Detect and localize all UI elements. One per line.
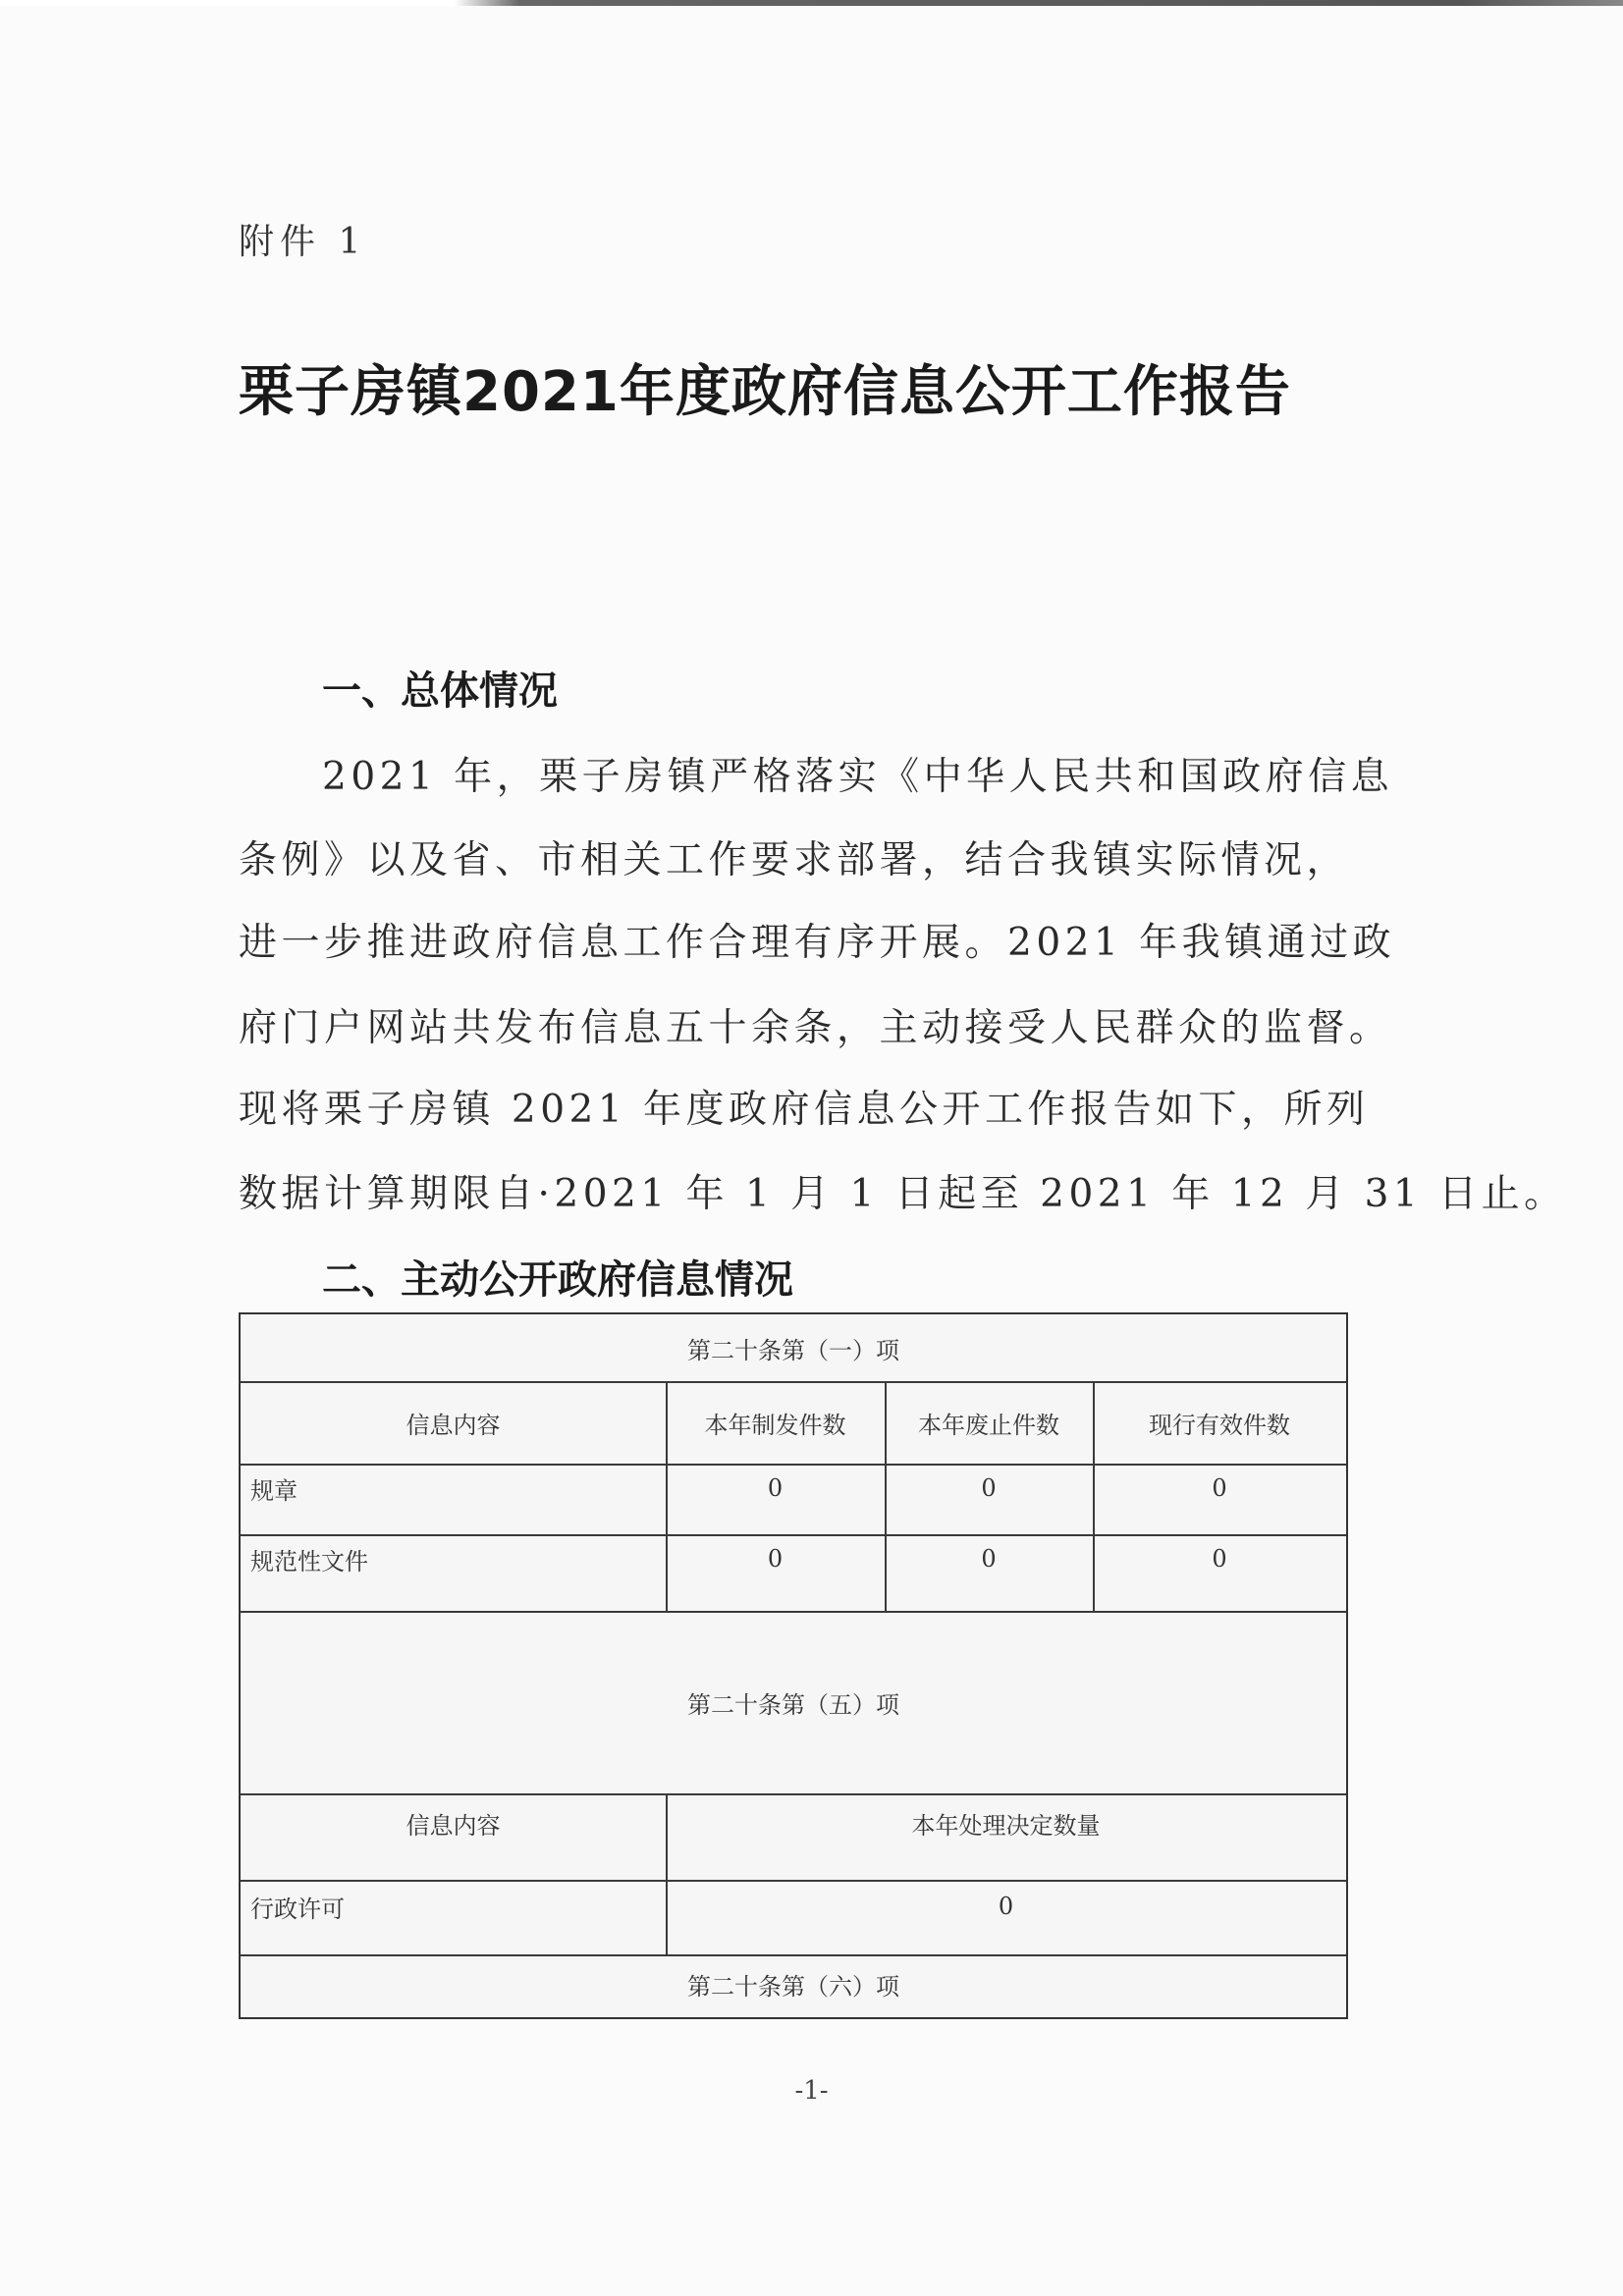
- table-cell: 0: [1212, 1545, 1227, 1573]
- paragraph-line: 现将栗子房镇 2021 年度政府信息公开工作报告如下，所列: [239, 1088, 1370, 1132]
- table-cell: 0: [981, 1545, 997, 1573]
- column-header: 现行有效件数: [1149, 1411, 1290, 1439]
- paragraph-line: 条例》以及省、市相关工作要求部署，结合我镇实际情况，: [239, 838, 1350, 882]
- scan-edge: [0, 0, 1623, 6]
- table-cell: 0: [1212, 1474, 1227, 1502]
- disclosure-table: [239, 1312, 1348, 2019]
- column-header: 信息内容: [406, 1811, 501, 1840]
- table-section-title: 第二十条第（一）项: [687, 1336, 899, 1364]
- column-header: 本年制发件数: [704, 1411, 846, 1439]
- paragraph-line: 进一步推进政府信息工作合理有序开展。2021 年我镇通过政: [239, 921, 1396, 965]
- column-header: 本年处理决定数量: [911, 1811, 1101, 1840]
- table-cell: 行政许可: [250, 1895, 345, 1923]
- table-cell: 规章: [250, 1476, 298, 1505]
- section-heading-overview: 一、总体情况: [322, 668, 558, 714]
- table-cell: 规范性文件: [250, 1547, 368, 1575]
- column-header: 本年废止件数: [918, 1411, 1059, 1439]
- table-section-title: 第二十条第（五）项: [687, 1690, 899, 1719]
- table-cell: 0: [998, 1893, 1014, 1920]
- document-title: 栗子房镇2021年度政府信息公开工作报告: [239, 360, 1291, 424]
- attachment-label: 附件 1: [239, 222, 367, 262]
- paragraph-line: 府门户网站共发布信息五十余条，主动接受人民群众的监督。: [239, 1006, 1392, 1050]
- paragraph-line: 2021 年，栗子房镇严格落实《中华人民共和国政府信息: [322, 755, 1394, 799]
- section-heading-proactive-disclosure: 二、主动公开政府信息情况: [322, 1257, 793, 1303]
- table-section-title: 第二十条第（六）项: [687, 1972, 899, 2001]
- column-header: 信息内容: [406, 1411, 501, 1439]
- table-cell: 0: [767, 1474, 784, 1502]
- page-number: -1-: [794, 2076, 829, 2106]
- table-cell: 0: [981, 1474, 997, 1502]
- paragraph-line: 数据计算期限自·2021 年 1 月 1 日起至 2021 年 12 月 31 日止。: [239, 1172, 1567, 1216]
- table-cell: 0: [767, 1545, 784, 1573]
